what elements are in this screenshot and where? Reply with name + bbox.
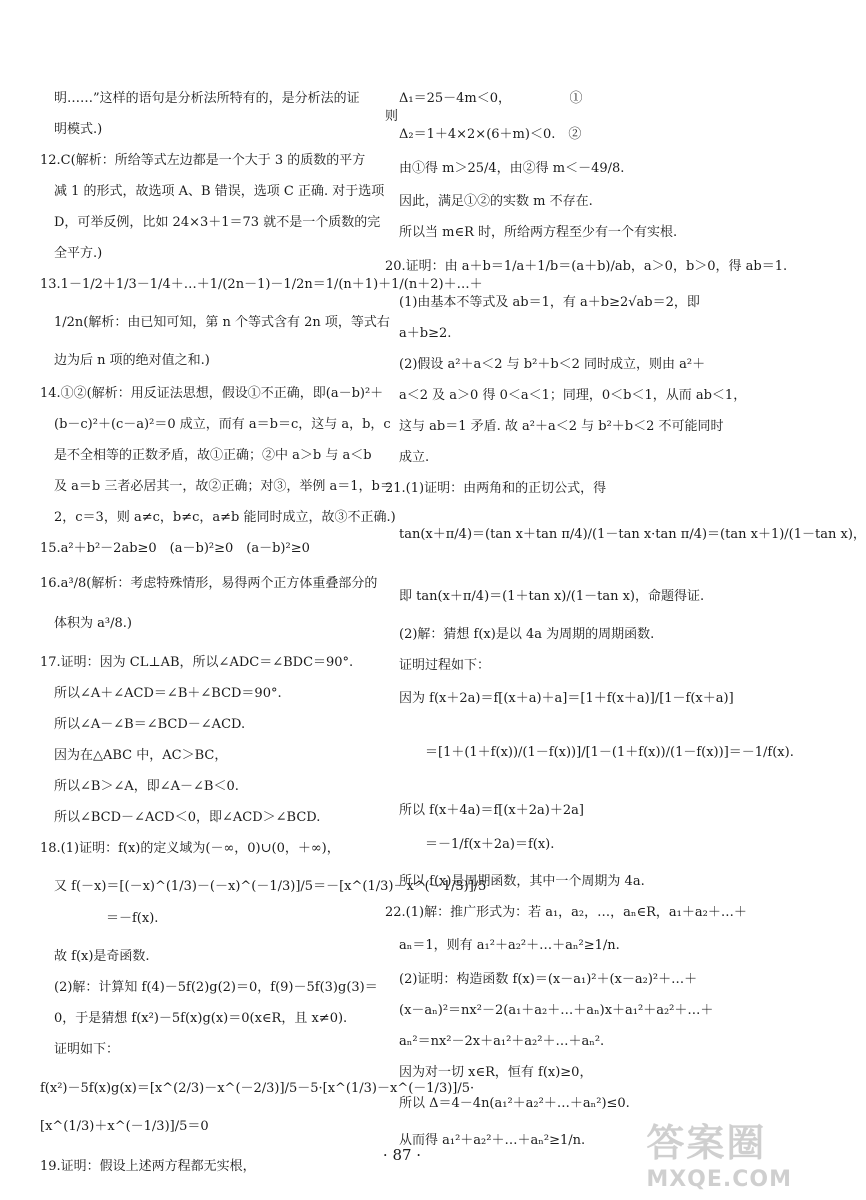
right-text-line: 所以 f(x＋4a)＝f[(x＋2a)＋2a] — [399, 803, 584, 818]
left-text-line: 边为后 n 项的绝对值之和.) — [54, 353, 210, 368]
right-text-line: 所以 Δ＝4－4n(a₁²＋a₂²＋…＋aₙ²)≤0. — [399, 1096, 630, 1111]
left-text-line: 故 f(x)是奇函数. — [54, 949, 150, 964]
page-number: · 87 · — [382, 1146, 422, 1164]
watermark-url: MXQE.COM — [646, 1167, 792, 1192]
left-text-line: 17.证明：因为 CL⊥AB，所以∠ADC＝∠BDC＝90°. — [40, 655, 354, 670]
right-text-line: 则 — [385, 109, 399, 124]
right-text-line: Δ₂＝1＋4×2×(6＋m)＜0. ② — [399, 127, 582, 142]
left-text-line: 14.①②(解析：用反证法思想，假设①不正确，即(a－b)²＋ — [40, 386, 384, 401]
left-text-line: (b－c)²＋(c－a)²＝0 成立，而有 a＝b＝c，这与 a，b，c — [54, 417, 391, 432]
right-text-line: 这与 ab＝1 矛盾. 故 a²＋a＜2 与 b²＋b＜2 不可能同时 — [399, 419, 724, 434]
left-text-line: 所以∠BCD－∠ACD＜0，即∠ACD＞∠BCD. — [54, 810, 321, 825]
left-text-line: 证明如下： — [54, 1042, 120, 1057]
watermark — [646, 1112, 792, 1192]
right-text-line: 即 tan(x＋π/4)＝(1＋tan x)/(1－tan x)，命题得证. — [399, 589, 705, 604]
right-text-line: 20.证明：由 a＋b＝1/a＋1/b＝(a＋b)/ab，a＞0，b＞0，得 ab＝1. — [385, 259, 788, 274]
left-text-line: 2，c＝3，则 a≠c，b≠c，a≠b 能同时成立，故③不正确.) — [54, 510, 396, 525]
right-text-line: 因为对一切 x∈R，恒有 f(x)≥0， — [399, 1065, 593, 1080]
left-text-line: 减 1 的形式，故选项 A、B 错误，选项 C 正确. 对于选项 — [54, 184, 385, 199]
right-text-line: 21.(1)证明：由两角和的正切公式，得 — [385, 481, 607, 496]
right-text-line: a＋b≥2. — [399, 326, 452, 341]
right-text-line: (2)证明：构造函数 f(x)＝(x－a₁)²＋(x－a₂)²＋…＋ — [399, 972, 698, 987]
left-text-line: 体积为 a³/8.) — [54, 616, 132, 631]
left-text-line: 18.(1)证明：f(x)的定义域为(－∞，0)∪(0，＋∞)， — [40, 841, 340, 856]
left-text-line: 16.a³/8(解析：考虑特殊情形，易得两个正方体重叠部分的 — [40, 576, 378, 591]
left-text-line: 明……”这样的语句是分析法所特有的，是分析法的证 — [54, 91, 360, 106]
right-text-line: a＜2 及 a＞0 得 0＜a＜1；同理，0＜b＜1，从而 ab＜1， — [399, 388, 747, 403]
right-text-line: 因此，满足①②的实数 m 不存在. — [399, 194, 593, 209]
left-text-line: 是不全相等的正数矛盾，故①正确；②中 a＞b 与 a＜b — [54, 448, 372, 463]
right-text-line: Δ₁＝25－4m＜0， ① — [399, 91, 583, 106]
left-text-line: 因为在△ABC 中，AC＞BC， — [54, 748, 228, 763]
right-text-line: ＝－1/f(x＋2a)＝f(x). — [399, 837, 555, 852]
right-text-line: 成立. — [399, 450, 430, 465]
right-text-line: ＝[1＋(1＋f(x))/(1－f(x))]/[1－(1＋f(x))/(1－f(x))]＝－1/f(x). — [399, 745, 794, 760]
right-text-line: (x－aₙ)²＝nx²－2(a₁＋a₂＋…＋aₙ)x＋a₁²＋a₂²＋…＋ — [399, 1003, 714, 1018]
right-text-line: 所以当 m∈R 时，所给两方程至少有一个有实根. — [399, 225, 678, 240]
right-text-line: aₙ＝1，则有 a₁²＋a₂²＋…＋aₙ²≥1/n. — [399, 938, 620, 953]
left-text-line: 0，于是猜想 f(x²)－5f(x)g(x)＝0(x∈R，且 x≠0). — [54, 1011, 348, 1026]
right-text-line: 由①得 m＞25/4，由②得 m＜－49/8. — [399, 161, 625, 176]
right-text-line: 证明过程如下： — [399, 658, 491, 673]
right-text-line: (1)由基本不等式及 ab＝1，有 a＋b≥2√ab＝2，即 — [399, 295, 700, 310]
left-text-line: 明模式.) — [54, 122, 103, 137]
left-text-line: 又 f(－x)＝[(－x)^(1/3)－(－x)^(－1/3)]/5＝－[x^(1/3)－x^(－1/3)]/5 — [54, 879, 487, 894]
left-text-line: [x^(1/3)＋x^(－1/3)]/5＝0 — [40, 1119, 209, 1134]
left-text-line: 所以∠A－∠B＝∠BCD－∠ACD. — [54, 717, 246, 732]
left-text-line: 15.a²＋b²－2ab≥0 (a－b)²≥0 (a－b)²≥0 — [40, 541, 310, 556]
right-text-line: 22.(1)解：推广形式为：若 a₁，a₂，…，aₙ∈R，a₁＋a₂＋…＋ — [385, 905, 747, 920]
left-text-line: 所以∠B＞∠A，即∠A－∠B＜0. — [54, 779, 239, 794]
left-text-line: 1/2n(解析：由已知可知，第 n 个等式含有 2n 项，等式右 — [54, 315, 390, 330]
right-text-line: 所以 f(x)是周期函数，其中一个周期为 4a. — [399, 874, 645, 889]
left-text-line: 12.C(解析：所给等式左边都是一个大于 3 的质数的平方 — [40, 153, 366, 168]
watermark-logo: 答案圈 — [646, 1121, 767, 1165]
right-text-line: 从而得 a₁²＋a₂²＋…＋aₙ²≥1/n. — [399, 1133, 586, 1148]
left-text-line: (2)解：计算知 f(4)－5f(2)g(2)＝0，f(9)－5f(3)g(3)＝ — [54, 980, 378, 995]
left-text-line: 所以∠A＋∠ACD＝∠B＋∠BCD＝90°. — [54, 686, 282, 701]
left-text-line: 及 a＝b 三者必居其一，故②正确；对③，举例 a＝1，b＝ — [54, 479, 393, 494]
right-text-line: 因为 f(x＋2a)＝f[(x＋a)＋a]＝[1＋f(x＋a)]/[1－f(x＋a)] — [399, 691, 734, 706]
left-text-line: f(x²)－5f(x)g(x)＝[x^(2/3)－x^(－2/3)]/5－5·[x^(1/3)－x^(－1/3)]/5· — [40, 1081, 475, 1096]
right-text-line: (2)假设 a²＋a＜2 与 b²＋b＜2 同时成立，则由 a²＋ — [399, 357, 706, 372]
right-text-line: (2)解：猜想 f(x)是以 4a 为周期的周期函数. — [399, 627, 655, 642]
right-text-line: aₙ²＝nx²－2x＋a₁²＋a₂²＋…＋aₙ². — [399, 1034, 605, 1049]
right-text-line: tan(x＋π/4)＝(tan x＋tan π/4)/(1－tan x·tan π/4)＝(tan x＋1)/(1－tan x)， — [399, 527, 866, 542]
left-text-line: 19.证明：假设上述两方程都无实根， — [40, 1159, 256, 1174]
left-text-line: 13.1－1/2＋1/3－1/4＋…＋1/(2n－1)－1/2n＝1/(n＋1)＋1/(n＋2)＋…＋ — [40, 277, 483, 292]
left-text-line: D，可举反例，比如 24×3＋1＝73 就不是一个质数的完 — [54, 215, 381, 230]
left-text-line: ＝－f(x). — [54, 911, 159, 926]
left-text-line: 全平方.) — [54, 246, 103, 261]
